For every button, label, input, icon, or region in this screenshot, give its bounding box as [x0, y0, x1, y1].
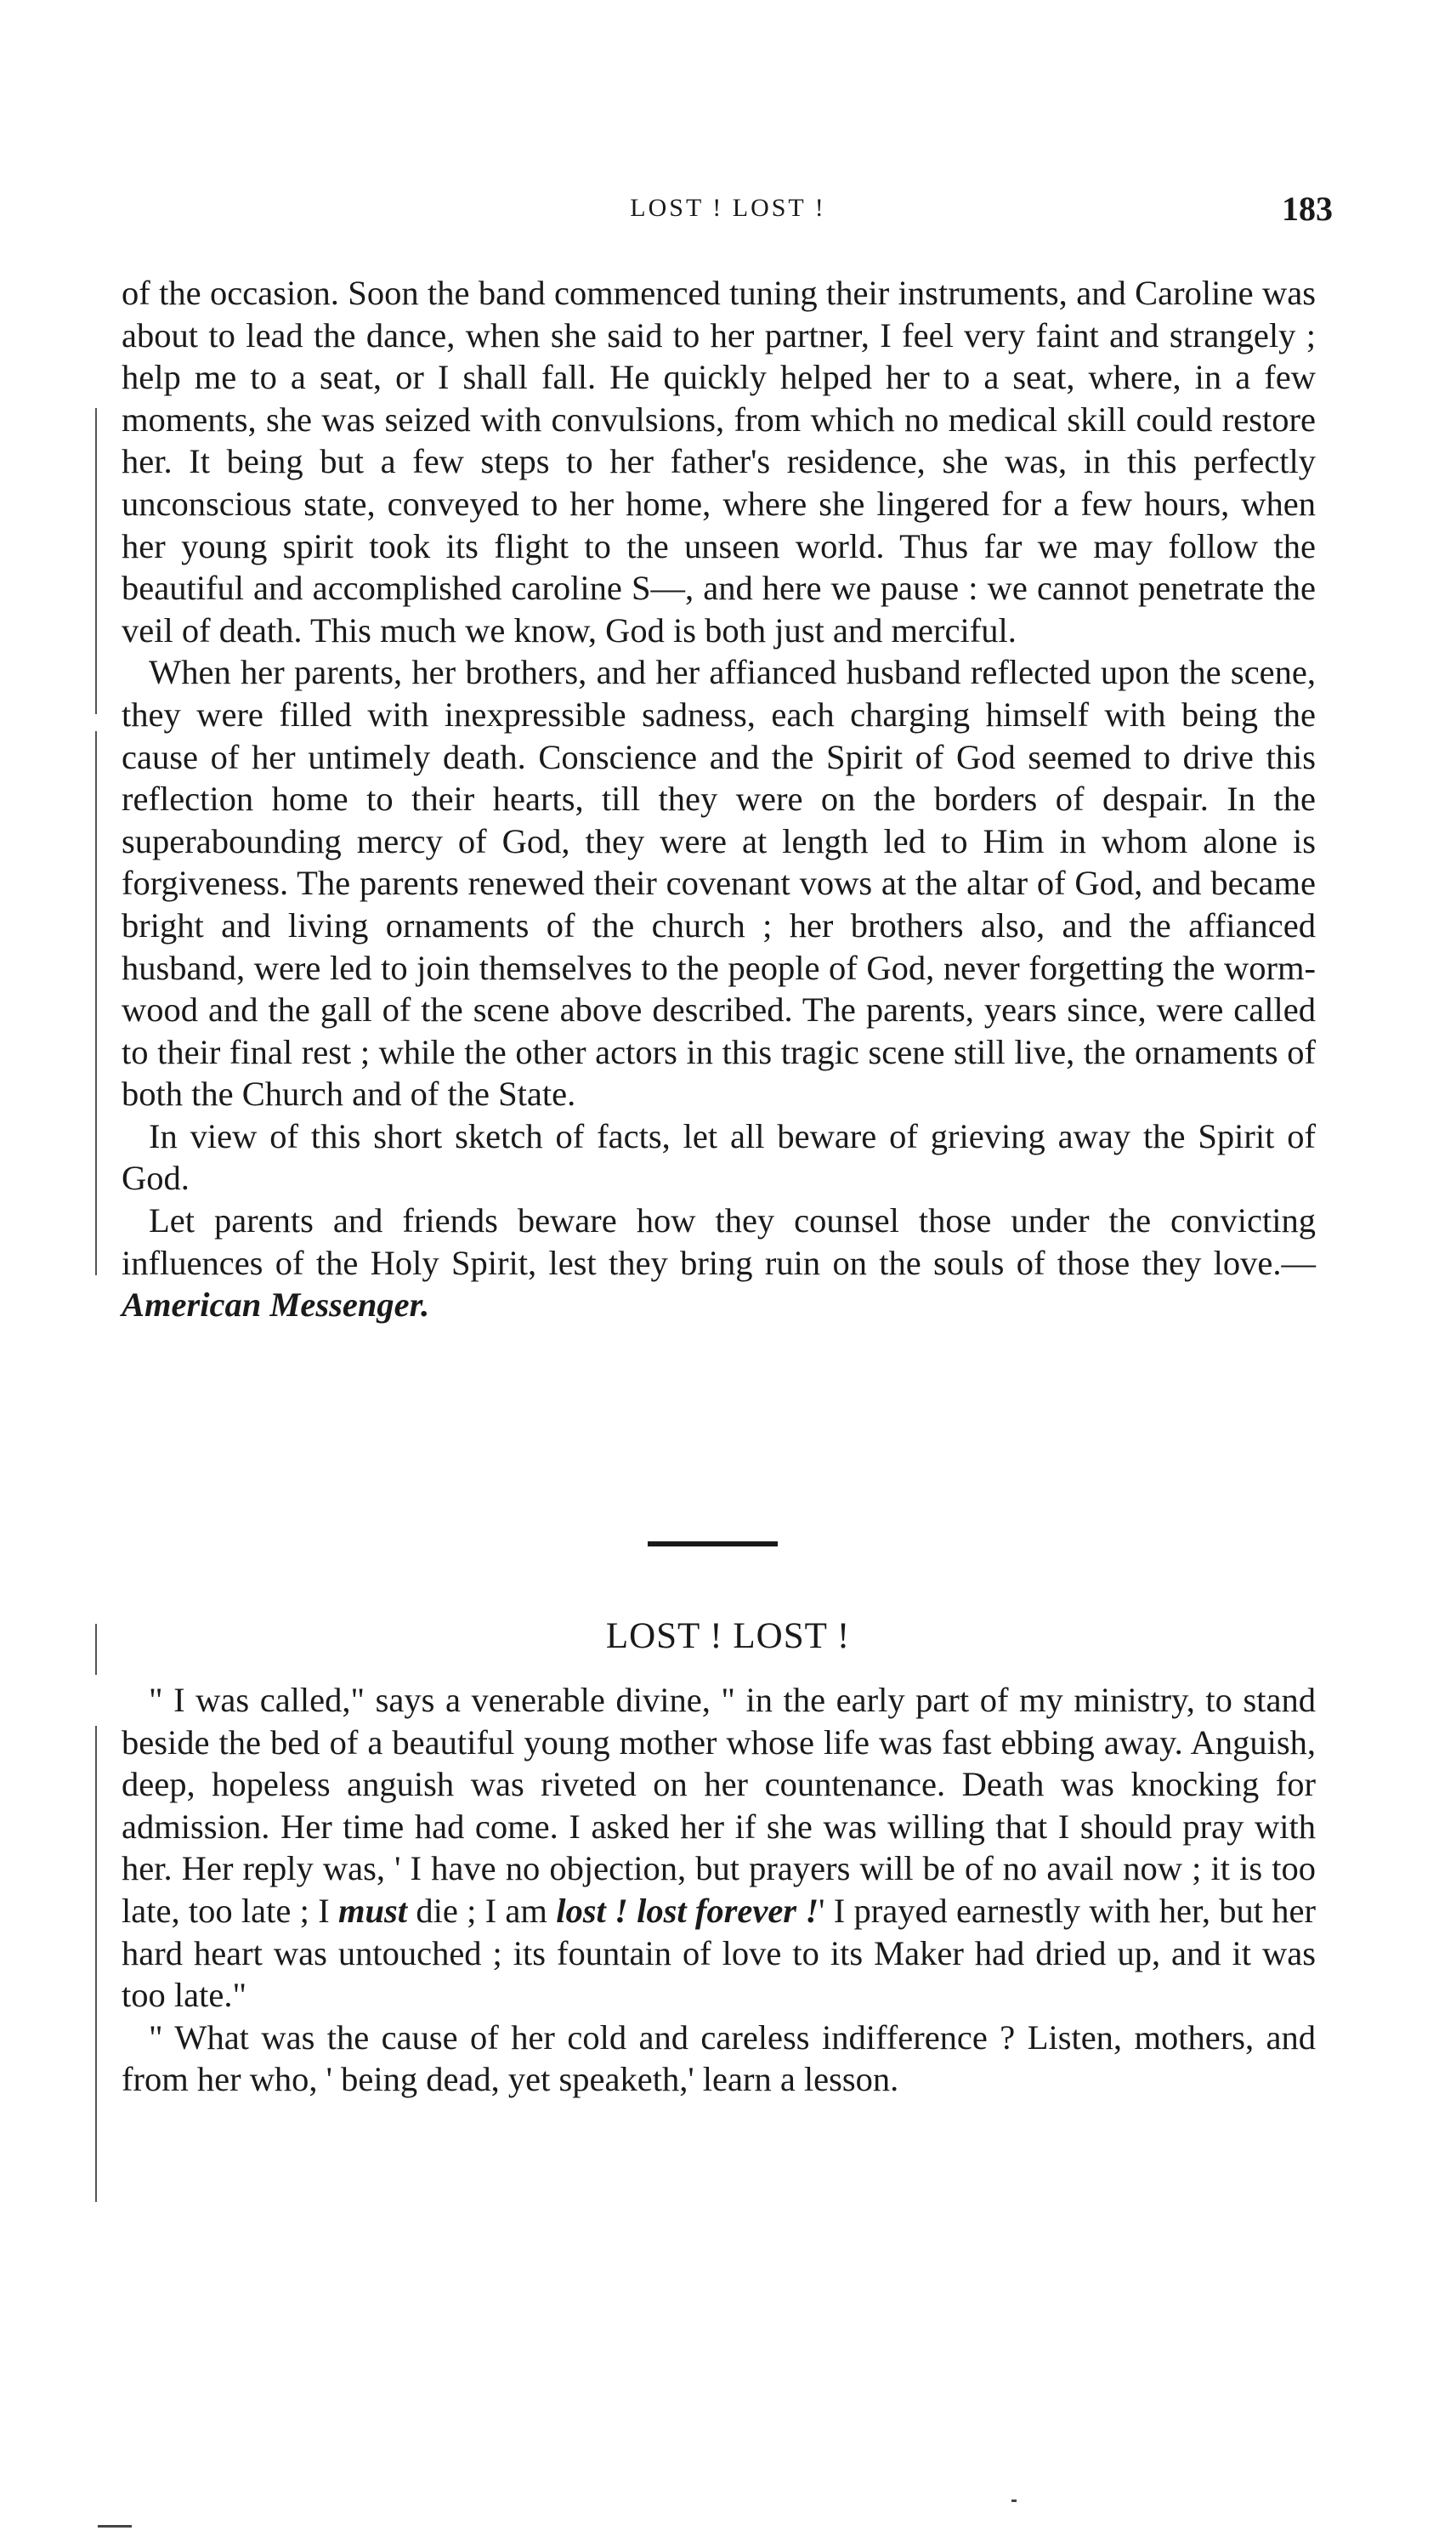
paragraph-beware [122, 1200, 1316, 1326]
gutter-scan-mark [95, 1726, 97, 2202]
gutter-scan-mark [95, 1624, 97, 1675]
paragraph-view: In view of this short sketch of facts, let all beware of grieving away the Spirit of God. [122, 1116, 1316, 1198]
running-title: LOST ! LOST ! [630, 194, 826, 222]
paragraph-beware-text: Let parents and friends beware how they counsel those under the convicting influences of the Holy Spirit, lest they bring ruin on the souls of those they love.— [122, 1201, 1316, 1282]
section-divider-rule [648, 1541, 778, 1546]
paragraph-called [122, 1679, 1316, 2017]
gutter-scan-mark [95, 731, 97, 1275]
scan-dot-mark [1011, 2499, 1017, 2502]
paragraph-called-text-b: die ; I am [407, 1891, 557, 1930]
section-one-body [122, 272, 1316, 1326]
section-two-body [122, 1679, 1316, 2101]
running-head [0, 189, 1456, 231]
scan-dash-mark [98, 2525, 132, 2528]
paragraph-parents: When her parents, her brothers, and her affianced husband reflected upon the scene, they were filled with inexpressible sadness, each charging himself with being the cause of her untimely death. Conscience and the Spirit of God seemed to drive this reflection home to their hearts, till they were on the borders of despair. In the superabounding mercy of God, they were at length led to Him in whom alone is forgiveness. The parents renewed their covenant vows at the altar of God, and became bright and living ornaments of the church ; her brothers also, and the affianced husband, were led to join themselves to the people of God, never forgetting the worm-wood and the gall of the scene above described. The parents, years since, were called to their final rest ; while the other actors in this tragic scene still live, the ornaments of both the Church and of the State. [122, 653, 1316, 1114]
page-number: 183 [1282, 190, 1333, 228]
paragraph-cause: " What was the cause of her cold and careless indifference ? Listen, mothers, and from her who, ' being dead, yet speaketh,' learn a lesson. [122, 2017, 1316, 2099]
section-heading: LOST ! LOST ! [605, 1616, 851, 1656]
emphasis-must: must [338, 1891, 408, 1930]
gutter-scan-mark [95, 408, 97, 714]
source-citation: American Messenger. [122, 1285, 430, 1325]
paragraph-called-text-a: " I was called," says a venerable divine, " in the early part of my ministry, to stand beside the bed of a beautiful young mother whose life was fast ebbing away. Anguish, deep, hopeless anguish was riveted on her countenance. Death was knocking for admission. Her time had come. I asked her if she was willing that I should pray with her. Her reply was, ' I have no objection, but prayers will be of no avail now ; it is too late, too late ; I [122, 1681, 1316, 1930]
emphasis-lost-forever: lost ! lost forever ! [556, 1891, 819, 1930]
paragraph-called-text-c: ' I prayed earnestly with her, but her hard heart was untouched ; its fountain of love to its Maker had dried up, and it was too late." [122, 1891, 1316, 2015]
paragraph-continuation: of the occasion. Soon the band commenced tuning their instruments, and Caroline was about to lead the dance, when she said to her partner, I feel very faint and strangely ; help me to a seat, or I shall fall. He quickly helped her to a seat, where, in a few moments, she was seized with convulsions, from which no medical skill could restore her. It being but a few steps to her father's residence, she was, in this perfectly unconscious state, conveyed to her home, where she lingered for a few hours, when her young spirit took its flight to the unseen world. Thus far we may follow the beautiful and accomplished caroline S—, and here we pause : we cannot penetrate the veil of death. This much we know, God is both just and merciful. [122, 274, 1316, 650]
